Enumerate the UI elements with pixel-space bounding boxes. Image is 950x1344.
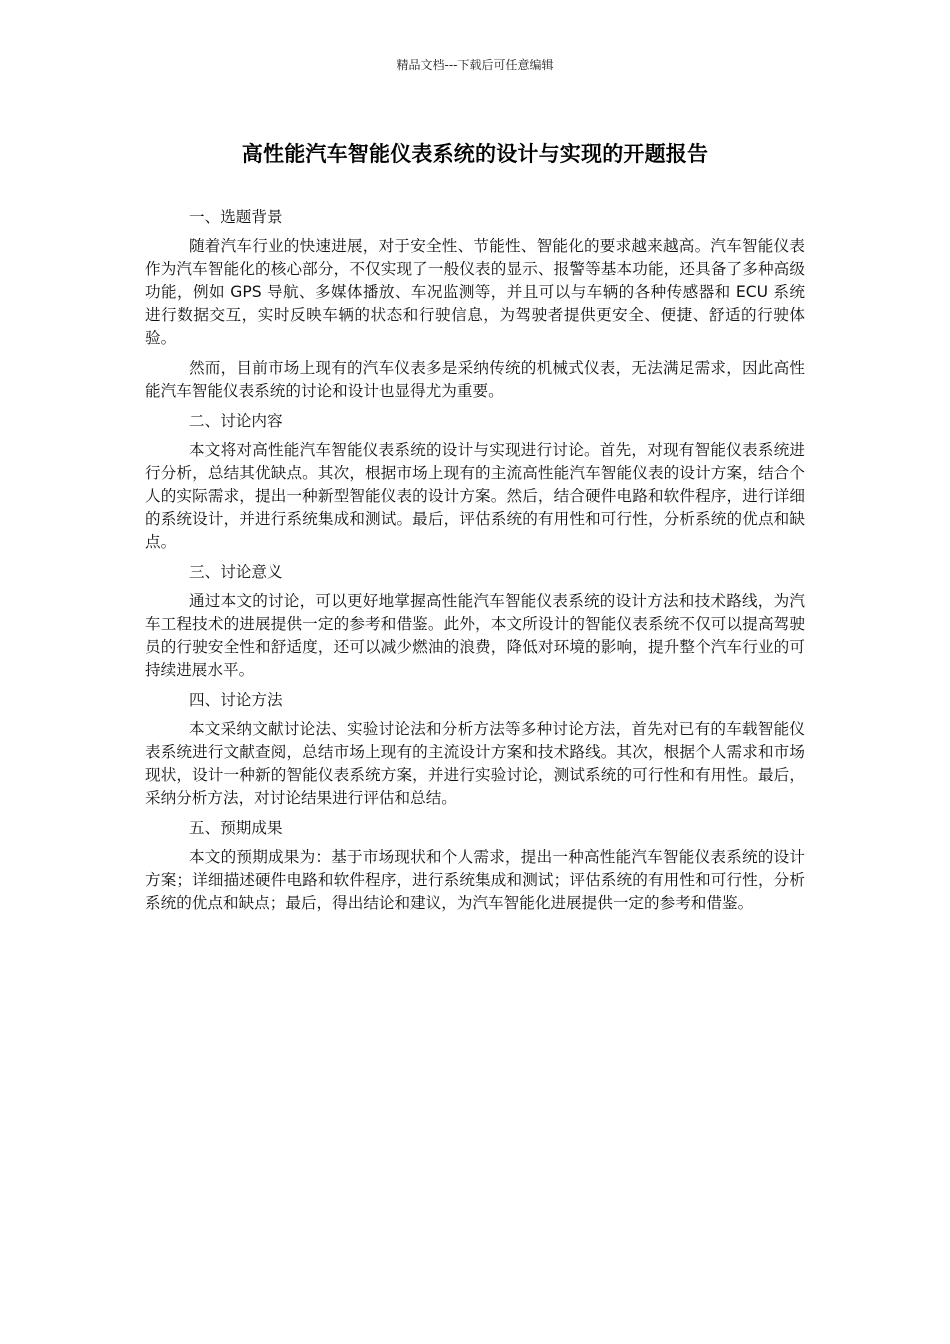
section-background [145, 206, 805, 403]
section-heading: 五、预期成果 [189, 819, 283, 837]
section-significance [145, 561, 805, 682]
paragraph: 本文的预期成果为：基于市场现状和个人需求，提出一种高性能汽车智能仪表系统的设计方案；详细描述硬件电路和软件程序，进行系统集成和测试；评估系统的有用性和可行性，分析系统的优点和缺点；最后，得出结论和建议，为汽车智能化进展提供一定的参考和借鉴。 [145, 848, 805, 912]
section-heading: 三、讨论意义 [189, 563, 283, 581]
section-heading: 四、讨论方法 [189, 691, 283, 709]
paragraph: 然而，目前市场上现有的汽车仪表多是采纳传统的机械式仪表，无法满足需求，因此高性能汽车智能仪表系统的讨论和设计也显得尤为重要。 [145, 359, 805, 400]
document-body [145, 206, 805, 922]
section-content [145, 410, 805, 554]
paragraph: 本文将对高性能汽车智能仪表系统的设计与实现进行讨论。首先，对现有智能仪表系统进行分析，总结其优缺点。其次，根据市场上现有的主流高性能汽车智能仪表的设计方案，结合个人的实际需求，提出一种新型智能仪表的设计方案。然后，结合硬件电路和软件程序，进行详细的系统设计，并进行系统集成和测试。最后，评估系统的有用性和可行性，分析系统的优点和缺点。 [145, 441, 805, 551]
paragraph: 本文采纳文献讨论法、实验讨论法和分析方法等多种讨论方法，首先对已有的车载智能仪表系统进行文献查阅，总结市场上现有的主流设计方案和技术路线。其次，根据个人需求和市场现状，设计一种新的智能仪表系统方案，并进行实验讨论，测试系统的可行性和有用性。最后，采纳分析方法，对讨论结果进行评估和总结。 [145, 720, 805, 807]
section-methods [145, 689, 805, 810]
paragraph: 通过本文的讨论，可以更好地掌握高性能汽车智能仪表系统的设计方法和技术路线，为汽车工程技术的进展提供一定的参考和借鉴。此外，本文所设计的智能仪表系统不仅可以提高驾驶员的行驶安全性和舒适度，还可以减少燃油的浪费，降低对环境的影响，提升整个汽车行业的可持续进展水平。 [145, 592, 805, 679]
section-heading: 二、讨论内容 [189, 412, 283, 430]
page-header: 精品文档---下载后可任意编辑 [396, 58, 554, 72]
section-expected-results [145, 817, 805, 915]
paragraph: 随着汽车行业的快速进展，对于安全性、节能性、智能化的要求越来越高。汽车智能仪表作为汽车智能化的核心部分，不仅实现了一般仪表的显示、报警等基本功能，还具备了多种高级功能，例如 GPS 导航、多媒体播放、车况监测等，并且可以与车辆的各种传感器和 ECU 系统进行数据交互，实时反映车辆的状态和行驶信息，为驾驶者提供更安全、便捷、舒适的行驶体验。 [145, 237, 805, 347]
document-title: 高性能汽车智能仪表系统的设计与实现的开题报告 [241, 142, 709, 166]
section-heading: 一、选题背景 [189, 208, 283, 226]
